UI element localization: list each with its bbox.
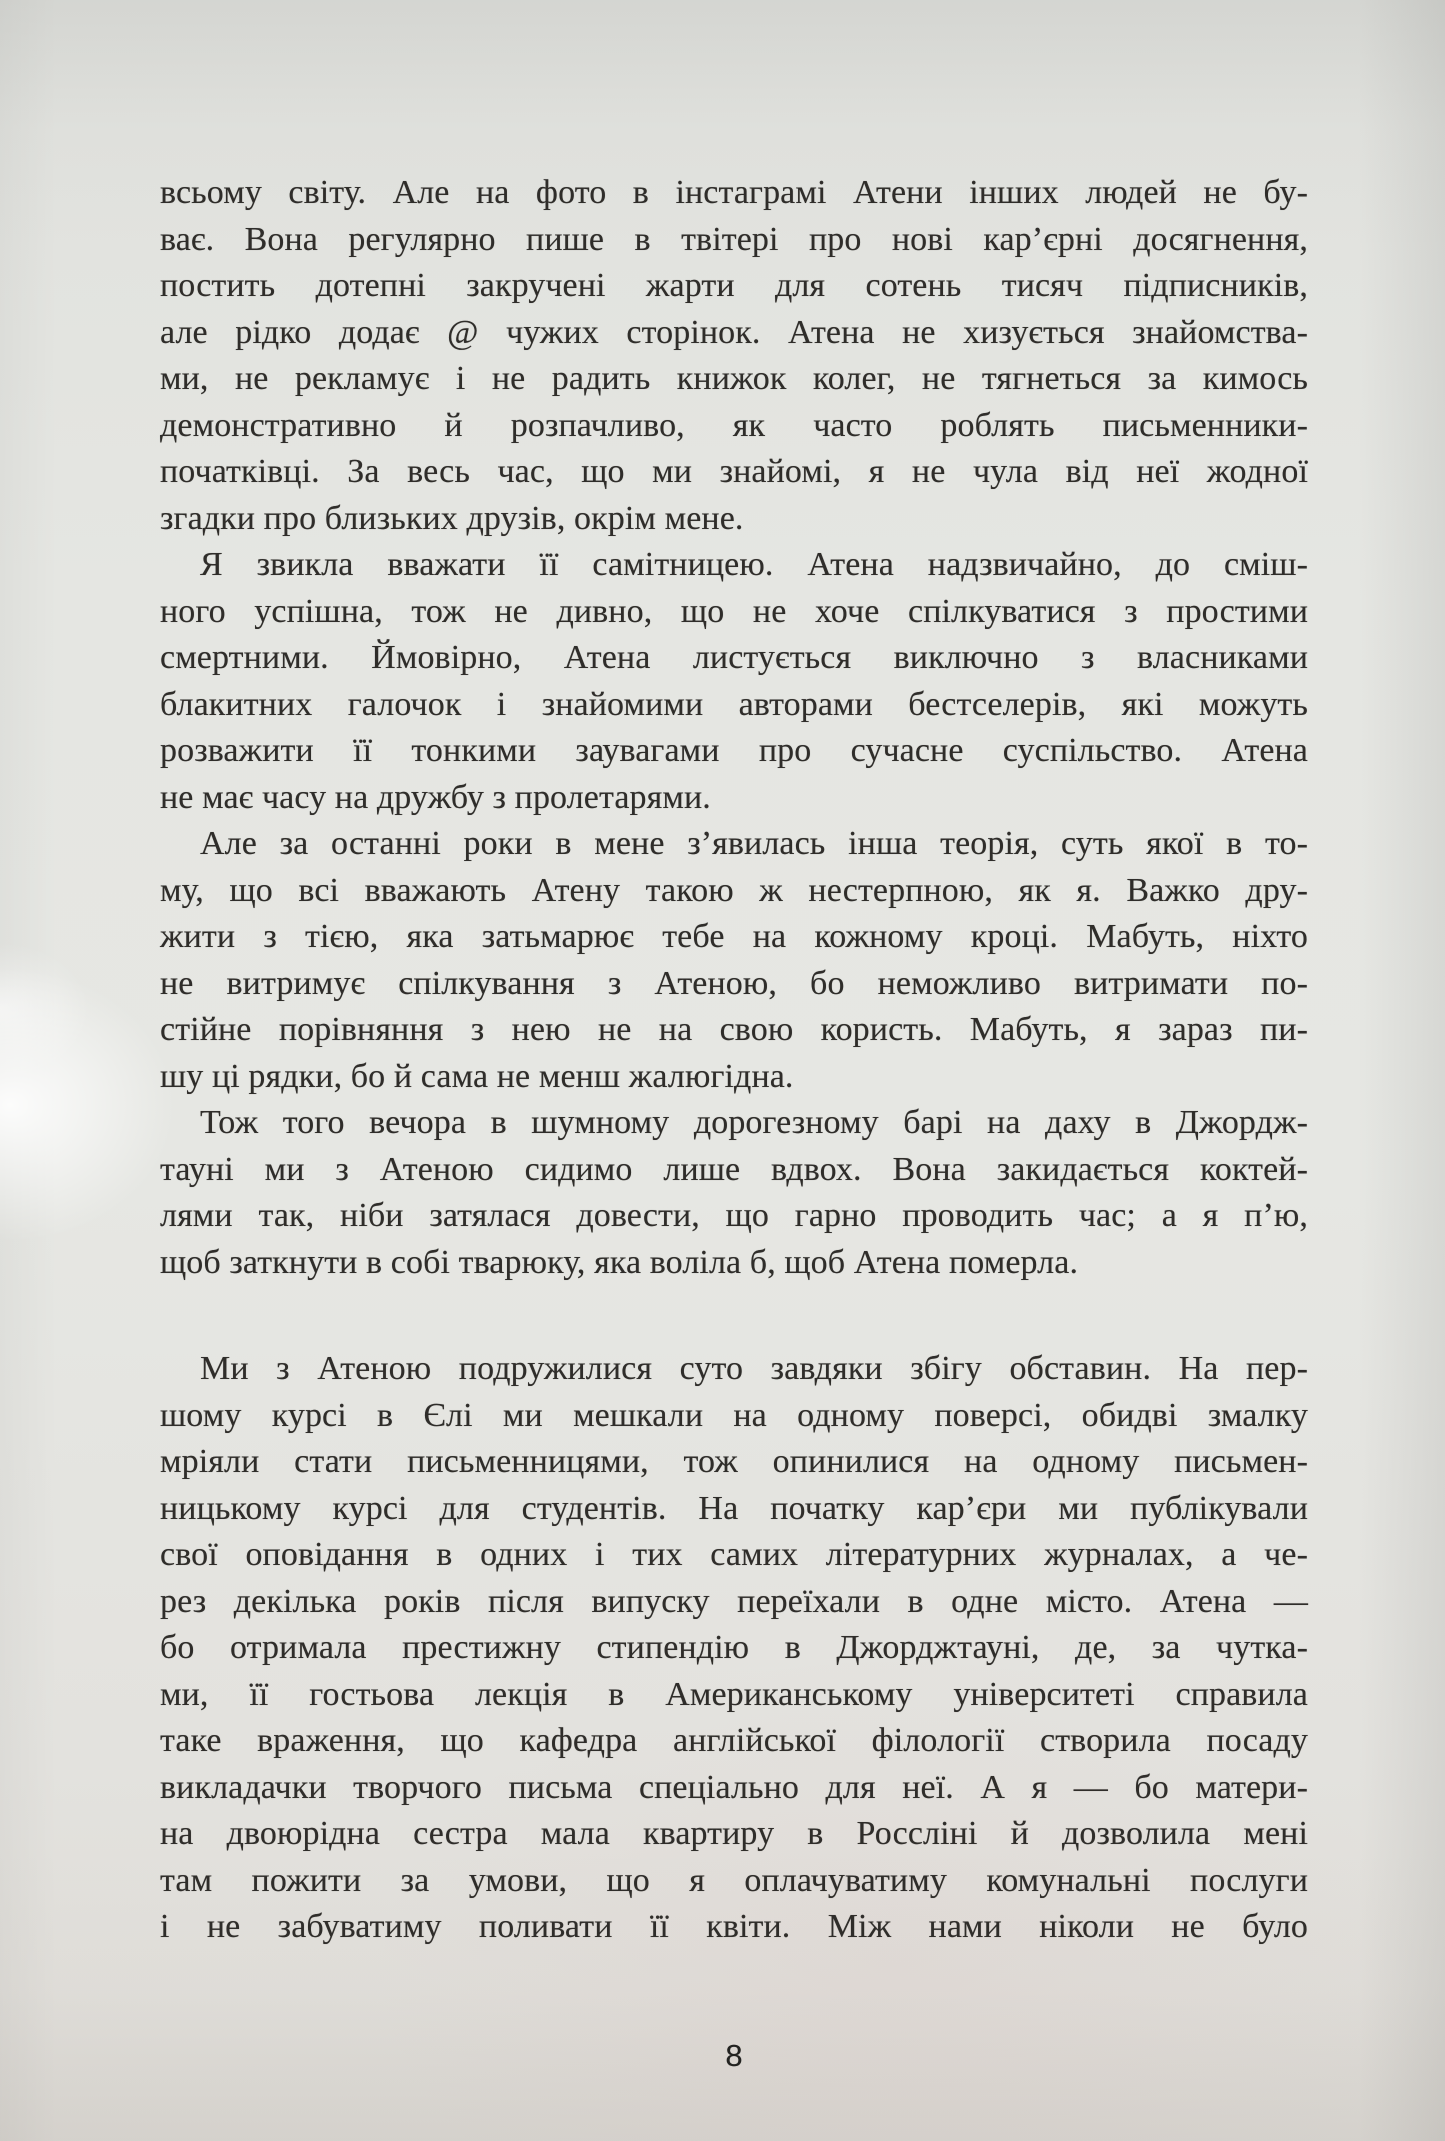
text-line: щоб заткнути в собі тварюку, яка воліла б, щоб Атена померла.	[160, 1243, 1079, 1281]
text-line: початківці. За весь час, що ми знайомі, я не чула від неї жодної	[160, 453, 1308, 490]
text-line: згадки про близьких друзів, окрім мене.	[160, 499, 744, 537]
text-line: постить дотепні закручені жарти для сотень тисяч підписників,	[160, 267, 1308, 304]
text-line: на двоюрідна сестра мала квартиру в Россліні й дозволила мені	[160, 1815, 1308, 1852]
text-line: всьому світу. Але на фото в інстаграмі Атени інших людей не бу-	[160, 174, 1308, 211]
text-line: таке враження, що кафедра англійської філології створила посаду	[160, 1722, 1308, 1759]
text-line: смертними. Ймовірно, Атена листується виключно з власниками	[160, 639, 1308, 676]
page-number: 8	[725, 2038, 743, 2073]
text-line: але рідко додає @ чужих сторінок. Атена не хизується знайомства-	[160, 313, 1308, 351]
text-line: тауні ми з Атеною сидимо лише вдвох. Вона закидається коктей-	[160, 1150, 1308, 1188]
text-line: ного успішна, тож не дивно, що не хоче спілкуватися з простими	[160, 592, 1308, 630]
paragraph	[160, 821, 1308, 1100]
text-line: Ми з Атеною подружилися суто завдяки збігу обставин. На пер-	[200, 1350, 1308, 1387]
text-line: шу ці рядки, бо й сама не менш жалюгідна.	[160, 1057, 794, 1095]
text-line: Але за останні роки в мене з’явилась інша теорія, суть якої в то-	[200, 825, 1308, 862]
paragraph	[160, 1346, 1308, 1951]
page-text-block	[160, 170, 1308, 1951]
text-line: демонстративно й розпачливо, як часто роблять письменники-	[160, 406, 1308, 444]
text-line: рез декілька років після випуску переїхали в одне місто. Атена —	[160, 1582, 1308, 1620]
text-line: блакитних галочок і знайомими авторами бестселерів, які можуть	[160, 685, 1308, 723]
text-line: жити з тією, яка затьмарює тебе на кожному кроці. Мабуть, ніхто	[160, 918, 1308, 955]
text-line: бо отримала престижну стипендію в Джорджтауні, де, за чутка-	[160, 1629, 1308, 1666]
text-line: му, що всі вважають Атену такою ж нестерпною, як я. Важко дру-	[160, 871, 1308, 909]
text-line: шому курсі в Єлі ми мешкали на одному поверсі, обидві змалку	[160, 1396, 1308, 1434]
text-line: Я звикла вважати її самітницею. Атена надзвичайно, до сміш-	[200, 546, 1308, 583]
text-line: стійне порівняння з нею не на свою користь. Мабуть, я зараз пи-	[160, 1011, 1308, 1048]
text-line: там пожити за умови, що я оплачуватиму комунальні послуги	[160, 1861, 1308, 1899]
text-line: Тож того вечора в шумному дорогезному барі на даху в Джордж-	[200, 1104, 1308, 1141]
text-line: ми, її гостьова лекція в Американському університеті справила	[160, 1675, 1308, 1713]
paragraph	[160, 170, 1308, 542]
text-line: ває. Вона регулярно пише в твітері про нові кар’єрні досягнення,	[160, 220, 1308, 258]
text-line: викладачки творчого письма спеціально для неї. А я — бо матери-	[160, 1768, 1308, 1806]
text-line: мріяли стати письменницями, тож опинилися на одному письмен-	[160, 1443, 1308, 1480]
text-line: не витримує спілкування з Атеною, бо неможливо витримати по-	[160, 964, 1308, 1002]
paragraph	[160, 1100, 1308, 1286]
text-line: не має часу на дружбу з пролетарями.	[160, 778, 711, 816]
text-line: ми, не рекламує і не радить книжок колег, не тягнеться за кимось	[160, 360, 1308, 397]
text-line: і не забуватиму поливати її квіти. Між нами ніколи не було	[160, 1908, 1308, 1945]
paragraph	[160, 542, 1308, 821]
text-line: ницькому курсі для студентів. На початку кар’єри ми публікували	[160, 1489, 1308, 1527]
text-line: лями так, ніби затялася довести, що гарно проводить час; а я п’ю,	[160, 1197, 1308, 1234]
text-line: розважити її тонкими заувагами про сучасне суспільство. Атена	[160, 732, 1308, 769]
text-line: свої оповідання в одних і тих самих літературних журналах, а че-	[160, 1536, 1308, 1573]
